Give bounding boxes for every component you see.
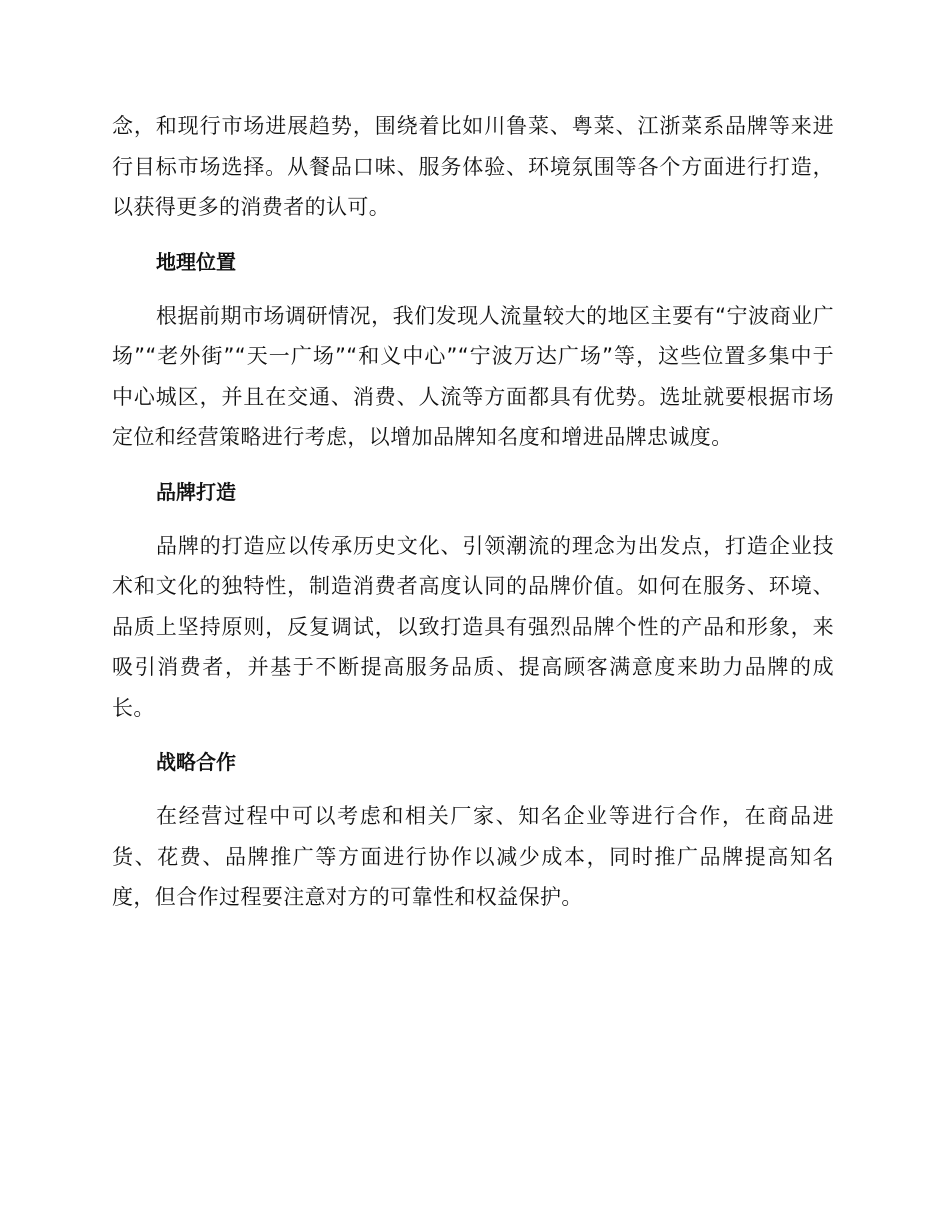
heading-location: 地理位置 (156, 249, 236, 274)
paragraph-partnership: 在经营过程中可以考虑和相关厂家、知名企业等进行合作，在商品进货、花费、品牌推广等方面进行协作以减少成本，同时推广品牌提高知名度，但合作过程要注意对方的可靠性和权益保护。 (112, 804, 834, 909)
paragraph-branding: 品牌的打造应以传承历史文化、引领潮流的理念为出发点，打造企业技术和文化的独特性，制造消费者高度认同的品牌价值。如何在服务、环境、品质上坚持原则，反复调试，以致打造具有强烈品牌个性的产品和形象，来吸引消费者，并基于不断提高服务品质、提高顾客满意度来助力品牌的成长。 (112, 533, 834, 720)
paragraph-location: 根据前期市场调研情况，我们发现人流量较大的地区主要有“宁波商业广场”“老外街”“天一广场”“和义中心”“宁波万达广场”等，这些位置多集中于中心城区，并且在交通、消费、人流等方面都具有优势。选址就要根据市场定位和经营策略进行考虑，以增加品牌知名度和增进品牌忠诚度。 (112, 303, 834, 449)
heading-branding: 品牌打造 (156, 479, 236, 504)
paragraph-intro-continuation: 念，和现行市场进展趋势，围绕着比如川鲁菜、粤菜、江浙菜系品牌等来进行目标市场选择。从餐品口味、服务体验、环境氛围等各个方面进行打造，以获得更多的消费者的认可。 (112, 114, 834, 219)
document-page (112, 106, 834, 918)
heading-partnership: 战略合作 (156, 750, 236, 774)
